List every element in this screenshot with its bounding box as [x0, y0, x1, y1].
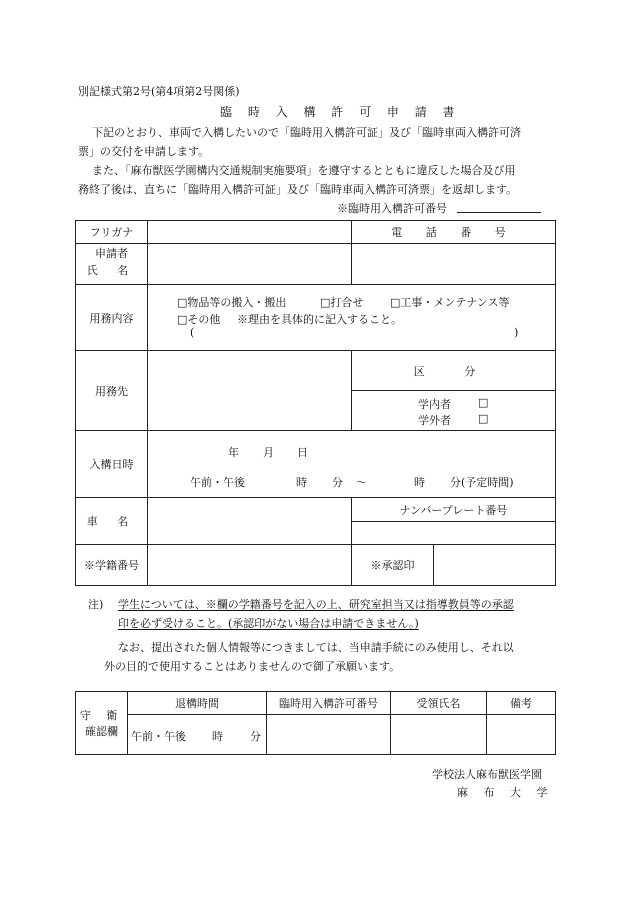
intro-paragraph-1-line-1: 下記のとおり、車両で入構したいので「臨時用入構許可証」及び「臨時車両入構許可済 [92, 126, 521, 139]
university-name: 麻 布 大 学 [457, 786, 554, 799]
intro-paragraph-2-line-2: 務終了後は、直ちに「臨時用入構許可証」及び「臨時車両入構許可済票」を返却します。 [78, 183, 518, 196]
end-minute-planned-label: 分(予定時間) [450, 476, 514, 489]
destination-label: 用務先 [95, 384, 128, 398]
reason-field[interactable] [200, 326, 510, 342]
phone-label: 電 話 番 号 [391, 226, 516, 239]
permit-number-underline [457, 212, 541, 213]
note-line-2: 印を必ず受けること。(承認印がない場合は申請できません。) [118, 617, 419, 630]
organization-name: 学校法人麻布獣医学園 [432, 768, 542, 781]
year-label: 年 [228, 446, 239, 459]
reason-close-paren: ) [514, 326, 519, 339]
applicant-name-field[interactable] [148, 244, 351, 284]
start-minute-label: 分 [332, 476, 343, 489]
page-title: 臨 時 入 構 許 可 申 請 書 [220, 105, 461, 119]
applicant-label-line-1: 申請者 [95, 247, 128, 260]
reason-open-paren: ( [190, 326, 195, 339]
time-range-tilde: ～ [356, 476, 367, 489]
privacy-line-2: 外の目的で使用することはありませんので御了承願います。 [104, 660, 401, 673]
internal-label: 学内者 [418, 398, 451, 411]
privacy-line-1: なお、提出された個人情報等につきましては、当申請手続にのみ使用し、それ以 [118, 641, 514, 654]
student-number-field[interactable] [148, 545, 351, 585]
checkbox-construction[interactable]: □工事・メンテナンス等 [390, 296, 510, 309]
furigana-field[interactable] [148, 221, 351, 243]
ampm-label[interactable]: 午前・午後 [190, 476, 245, 489]
start-hour-label: 時 [296, 476, 307, 489]
applicant-label-line-2: 氏 名 [86, 264, 137, 277]
form-reference: 別記様式第2号(第4項第2号関係) [78, 85, 240, 98]
checkbox-other[interactable]: □その他 [177, 313, 221, 326]
permit-number-label: ※臨時用入構許可番号 [337, 202, 447, 215]
exit-time-header: 退構時間 [175, 697, 219, 710]
remarks-field[interactable] [487, 715, 555, 754]
checkbox-meeting[interactable]: □打合せ [320, 296, 364, 309]
plate-number-field[interactable] [352, 522, 555, 544]
reason-note: ※理由を具体的に記入すること。 [237, 313, 402, 326]
guard-label-line-2: 確認欄 [85, 725, 118, 738]
note-label: 注) [88, 598, 104, 611]
applicant-name-label [76, 245, 147, 284]
intro-paragraph-1-line-2: 票」の交付を申請します。 [78, 145, 210, 158]
exit-ampm-label[interactable]: 午前・午後 [131, 730, 186, 743]
intro-paragraph-2-line-1: また、「麻布獣医学園構内交通規制実施要項」を遵守するとともに違反した場合及び用 [92, 164, 516, 177]
day-label: 日 [297, 446, 308, 459]
entry-datetime-label: 入構日時 [89, 458, 134, 471]
guard-label [76, 708, 127, 740]
receiver-name-field[interactable] [391, 715, 486, 754]
approval-seal-label: ※承認印 [370, 559, 415, 572]
destination-field[interactable] [148, 351, 351, 430]
checkbox-goods-transport[interactable]: □物品等の搬入・搬出 [177, 296, 287, 309]
furigana-label: フリガナ [89, 226, 134, 239]
note-line-1: 学生については、※欄の学籍番号を記入の上、研究室担当又は指導教員等の承認 [118, 598, 514, 611]
end-hour-label: 時 [414, 476, 425, 489]
guard-label-line-1: 守 衛 [79, 709, 124, 722]
student-number-label: ※学籍番号 [84, 559, 139, 572]
external-label: 学外者 [418, 414, 451, 427]
guard-permit-number-field[interactable] [267, 715, 390, 754]
business-content-label: 用務内容 [89, 311, 134, 325]
external-checkbox[interactable]: □ [478, 412, 489, 425]
category-label: 区 分 [413, 364, 494, 378]
plate-number-label: ナンバープレート番号 [399, 503, 508, 517]
vehicle-name-field[interactable] [148, 498, 351, 544]
exit-hour-label: 時 [212, 730, 223, 743]
remarks-header: 備考 [510, 697, 532, 710]
guard-permit-number-header: 臨時用入構許可番号 [279, 697, 378, 710]
month-label: 月 [263, 446, 274, 459]
phone-number-field[interactable] [352, 244, 555, 284]
vehicle-name-label: 車 名 [86, 515, 137, 528]
internal-checkbox[interactable]: □ [478, 396, 489, 409]
exit-minute-label: 分 [250, 730, 261, 743]
approval-seal-field[interactable] [434, 545, 555, 585]
receiver-name-header: 受領氏名 [416, 697, 461, 710]
